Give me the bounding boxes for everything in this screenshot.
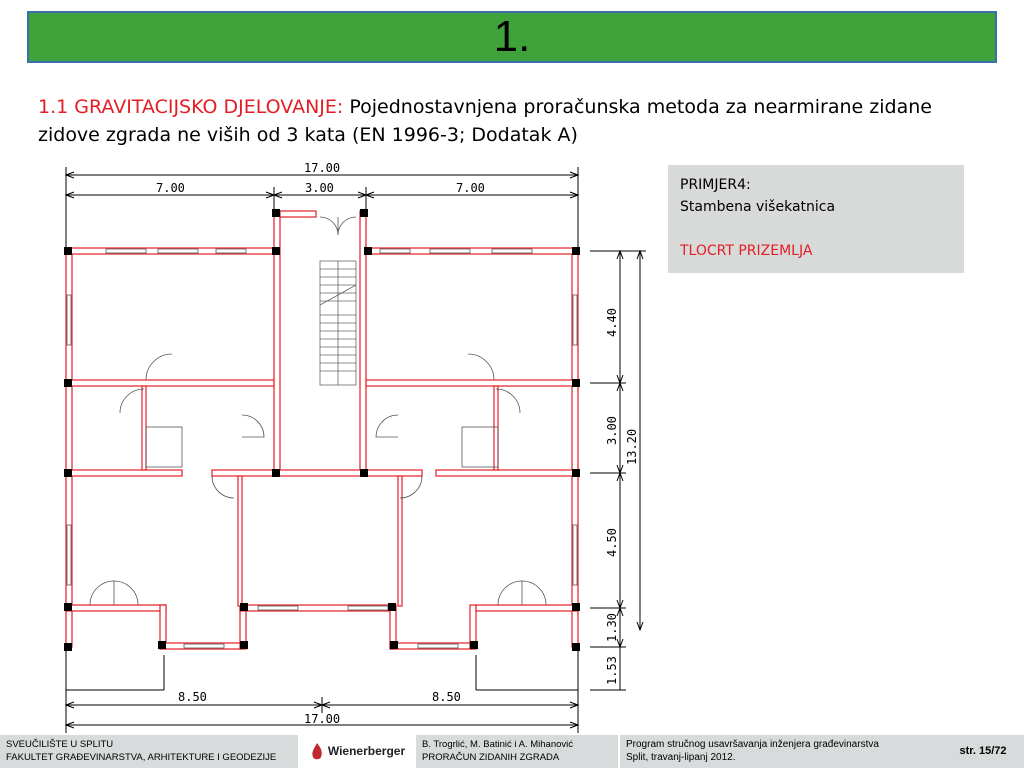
logo-text: Wienerberger [327,744,406,758]
slide-number-title: 1. [493,12,531,61]
slide-footer [0,735,1024,768]
footer-uni-line2: FAKULTET GRAĐEVINARSTVA, ARHITEKTURE I GEODEZIJE [6,752,277,763]
footer-authors-names: B. Trogrlić, M. Batinić i A. Mihanović [422,739,573,750]
dim-right-2: 3.00 [605,416,619,445]
footer-authors [416,735,618,768]
footer-program-title: Program stručnog usavršavanja inženjera građevinarstva [626,739,879,750]
dim-right-5: 1.53 [605,656,619,685]
example-label: PRIMJER4: [680,177,751,193]
floor-plan-drawing [30,155,660,735]
wienerberger-flame-icon [309,742,325,762]
dim-top-total: 17.00 [304,161,341,175]
dim-right-3: 4.50 [605,528,619,557]
dim-right-1: 4.40 [605,308,619,337]
example-info-box [668,165,964,273]
dim-top-right: 7.00 [456,181,485,195]
footer-uni-line1: SVEUČILIŠTE U SPLITU [6,739,114,750]
example-subtitle: Stambena višekatnica [680,199,836,215]
dim-bottom-left: 8.50 [178,690,207,704]
dim-right-total: 13.20 [625,428,639,465]
page-number: str. 15/72 [942,735,1024,768]
sponsor-logo [298,735,416,768]
dim-right-4: 1.30 [605,613,619,642]
dim-top-mid: 3.00 [305,181,334,195]
footer-program [620,735,942,768]
footer-place-date: Split, travanj-lipanj 2012. [626,752,736,763]
heading-red-part: 1.1 GRAVITACIJSKO DJELOVANJE: [38,96,344,118]
heading-black-part: Pojednostavnjena proračunska metoda za nearmirane zidane zidove zgrada ne viših od 3 kata (EN 1996-3; Dodatak A) [38,96,932,146]
dim-top-left: 7.00 [156,181,185,195]
footer-course: PRORAČUN ZIDANIH ZGRADA [422,752,560,763]
dim-bottom-total: 17.00 [304,712,341,726]
slide-heading [38,93,988,149]
dim-bottom-right: 8.50 [432,690,461,704]
floor-plan-label: TLOCRT PRIZEMLJA [680,243,813,259]
slide-title-bar [27,11,997,63]
footer-university [0,735,298,768]
